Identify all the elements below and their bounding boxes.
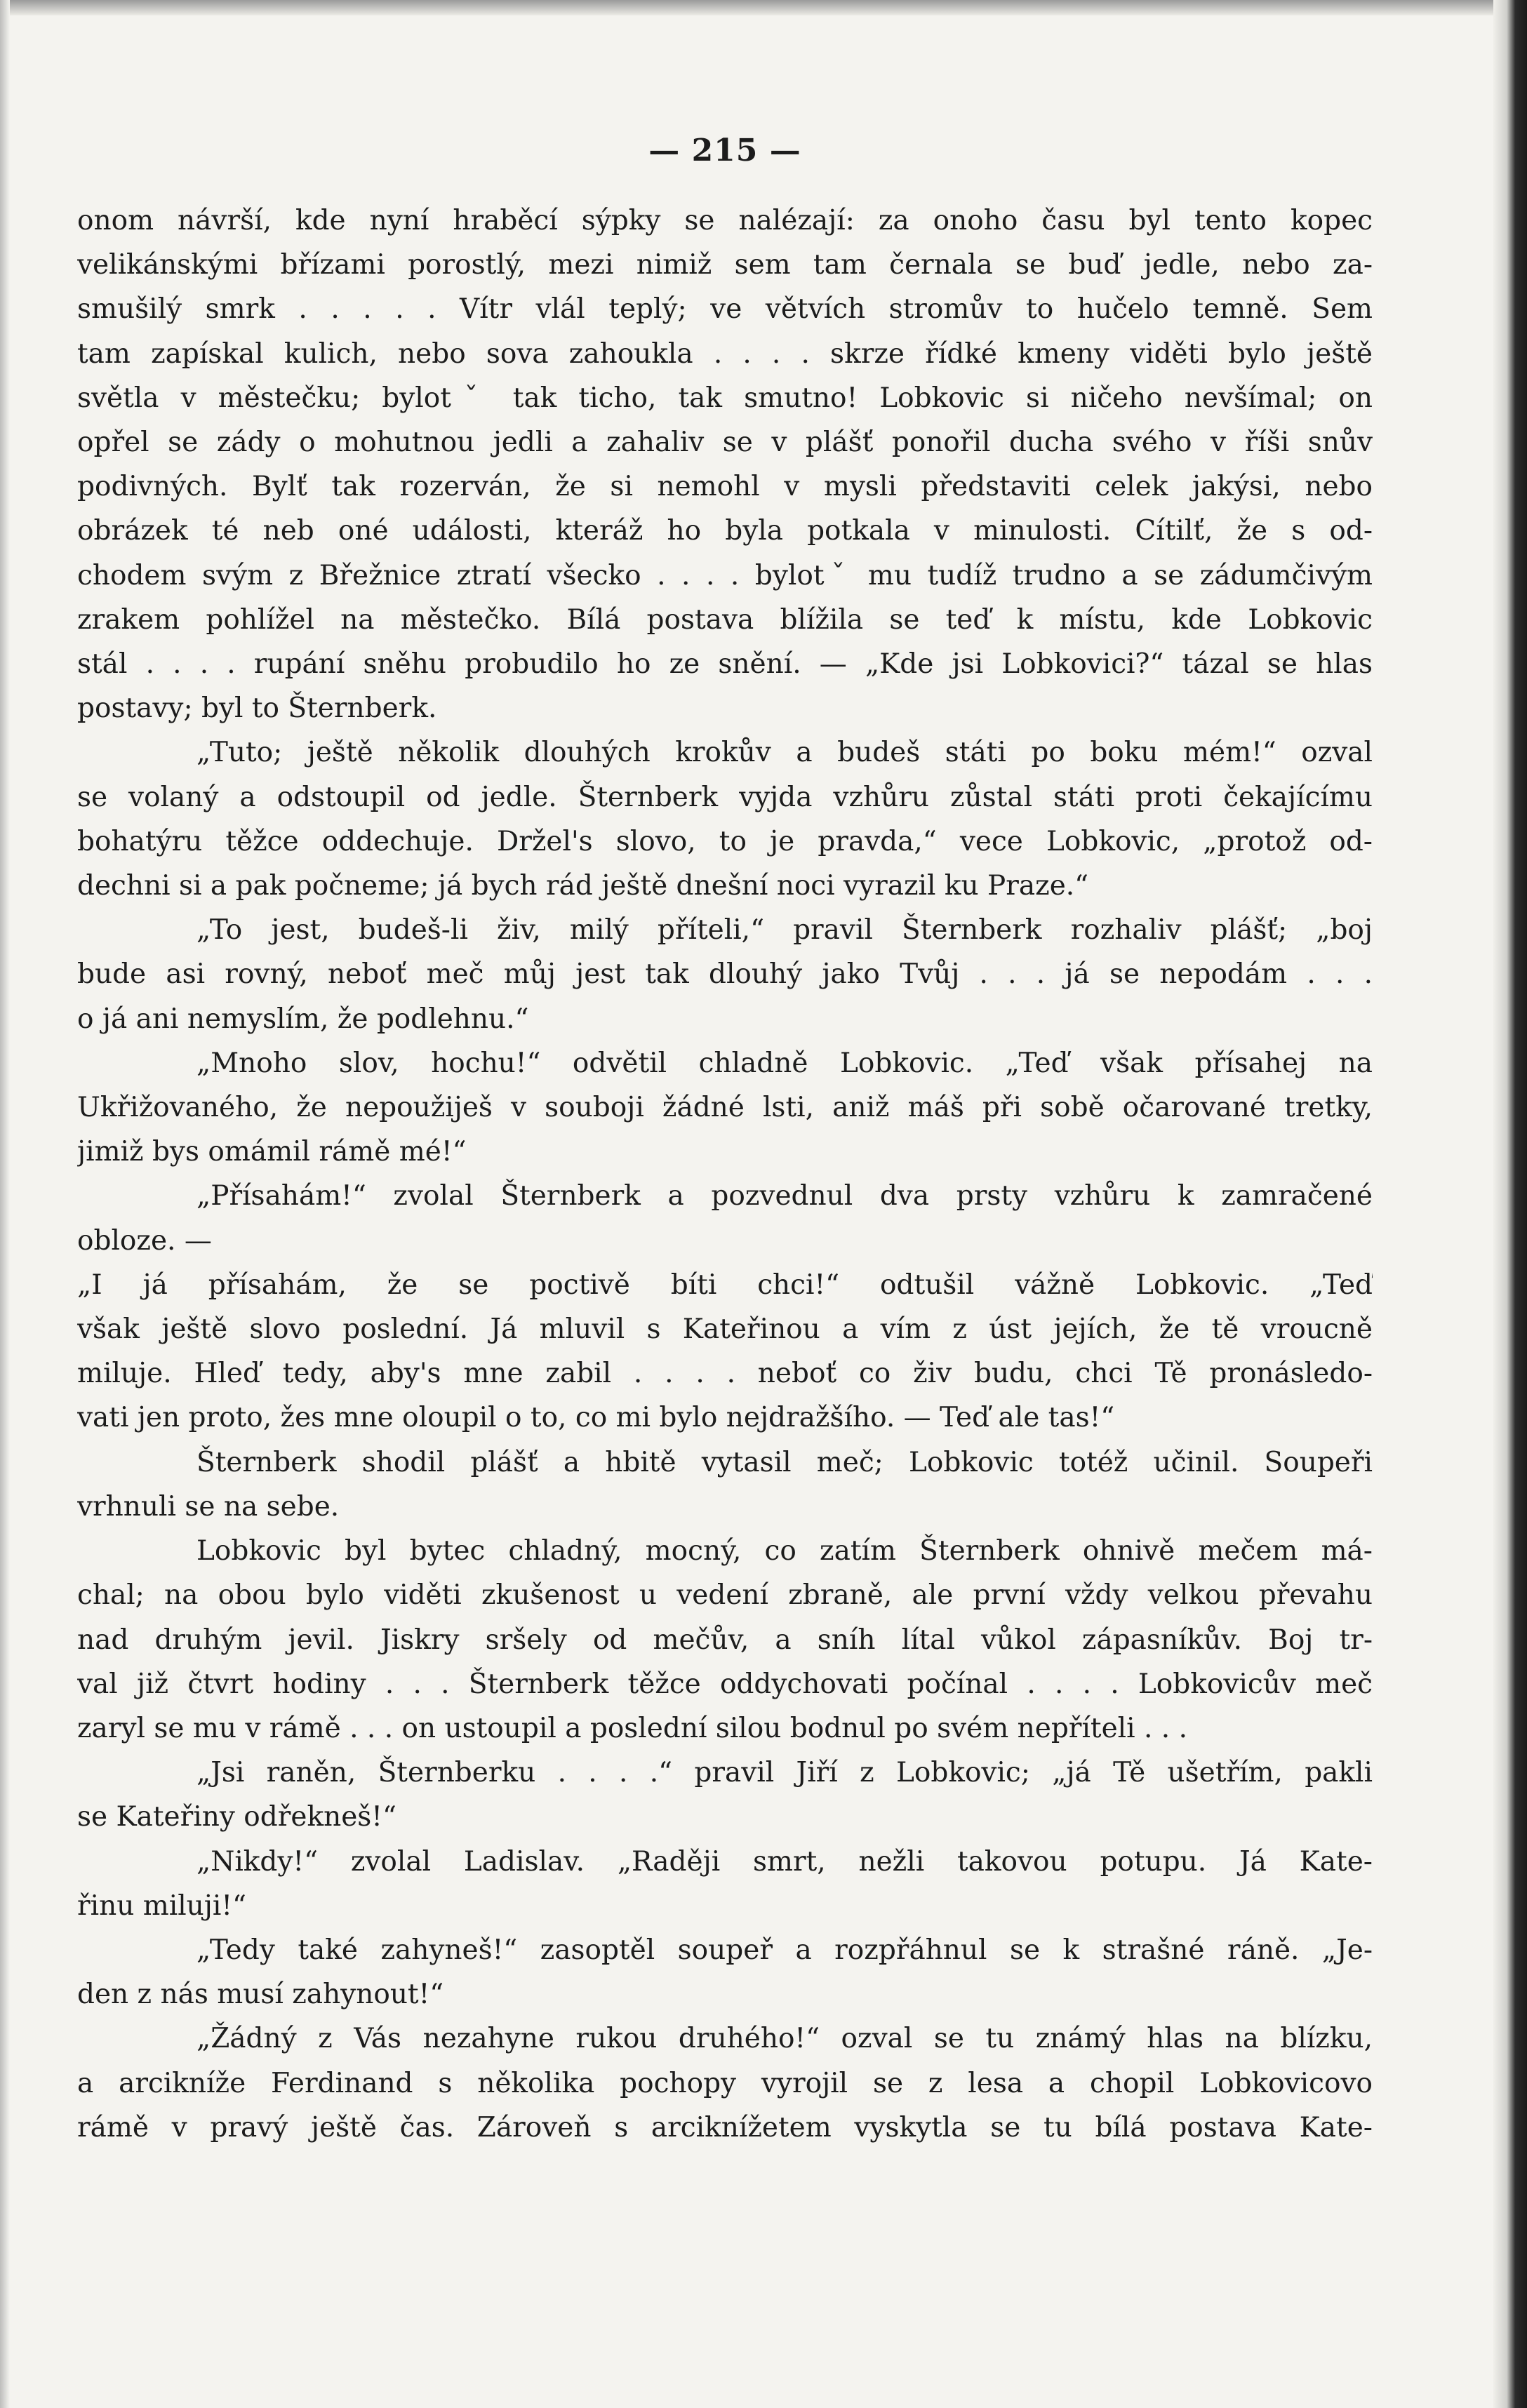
paragraph bbox=[77, 1928, 1373, 2016]
text-line: den z nás musí zahynout!“ bbox=[77, 1979, 444, 2011]
text-line: postavy; byl to Šternberk. bbox=[77, 693, 437, 725]
text-body bbox=[77, 199, 1373, 2150]
scan-border-top bbox=[0, 0, 1527, 15]
text-line: chal; na obou bylo viděti zkušenost u vedení zbraně, ale první vždy velkou převahu bbox=[77, 1579, 1373, 1612]
text-line: bohatýru těžce oddechuje. Držel's slovo, to je pravda,“ vece Lobkovic, „protož od- bbox=[77, 825, 1373, 857]
text-line: obloze. — bbox=[77, 1224, 212, 1257]
text-line: „Tuto; ještě několik dlouhých krokův a budeš státi po boku mém!“ ozval bbox=[196, 737, 1373, 769]
text-line: „Jsi raněn, Šternberku . . . .“ pravil Jiří z Lobkovic; „já Tě ušetřím, pakli bbox=[196, 1757, 1373, 1789]
text-line: opřel se zády o mohutnou jedli a zahaliv se v plášť ponořil ducha svého v říši snův bbox=[77, 427, 1373, 459]
paragraph bbox=[77, 1529, 1373, 1751]
text-line: jimiž bys omámil rámě mé!“ bbox=[77, 1136, 467, 1168]
text-line: rámě v pravý ještě čas. Zároveň s arciknížetem vyskytla se tu bílá postava Kate- bbox=[77, 2111, 1373, 2143]
text-line: Ukřižovaného, že nepoužiješ v souboji žádné lsti, aniž máš při sobě očarované tretky, bbox=[77, 1092, 1373, 1124]
paragraph bbox=[77, 1440, 1373, 1529]
text-line: vati jen proto, žes mne oloupil o to, co mi bylo nejdražšího. — Teď ale tas!“ bbox=[77, 1402, 1115, 1434]
text-line: zaryl se mu v rámě . . . on ustoupil a poslední silou bodnul po svém nepříteli . . . bbox=[77, 1712, 1187, 1744]
text-line: „Nikdy!“ zvolal Ladislav. „Raději smrt, nežli takovou potupu. Já Kate- bbox=[196, 1845, 1373, 1878]
text-line: „I já přísahám, že se poctivě bíti chci!“ odtušil vážně Lobkovic. „Teď bbox=[77, 1269, 1373, 1301]
text-line: „Tedy také zahyneš!“ zasoptěl soupeř a rozpřáhnul se k strašné ráně. „Je- bbox=[196, 1934, 1373, 1966]
text-line: stál . . . . rupání sněhu probudilo ho ze snění. — „Kde jsi Lobkovici?“ tázal se hlas bbox=[77, 648, 1373, 681]
text-line: „Žádný z Vás nezahyne rukou druhého!“ ozval se tu známý hlas na blízku, bbox=[196, 2023, 1373, 2055]
paragraph bbox=[77, 1174, 1373, 1262]
text-line: smušilý smrk . . . . . Vítr vlál teplý; ve větvích stromův to hučelo temně. Sem bbox=[77, 293, 1373, 326]
text-line: však ještě slovo poslední. Já mluvil s Kateřinou a vím z úst jejích, že tě vroucně bbox=[77, 1313, 1373, 1346]
paragraph bbox=[77, 730, 1373, 908]
text-line: bude asi rovný, neboť meč můj jest tak dlouhý jako Tvůj . . . já se nepodám . . . bbox=[77, 958, 1373, 991]
text-line: Šternberk shodil plášť a hbitě vytasil meč; Lobkovic totéž učinil. Soupeři bbox=[196, 1446, 1373, 1478]
text-line: obrázek té neb oné události, kteráž ho byla potkala v minulosti. Cítilť, že s od- bbox=[77, 515, 1373, 547]
paragraph bbox=[77, 2016, 1373, 2150]
text-line: se Kateřiny odřekneš!“ bbox=[77, 1801, 396, 1833]
scan-border-left bbox=[0, 0, 10, 2408]
text-line: val již čtvrt hodiny . . . Šternberk těžce oddychovati počínal . . . . Lobkovicův meč bbox=[77, 1668, 1373, 1700]
paragraph bbox=[77, 1840, 1373, 1928]
text-line: Lobkovic byl bytec chladný, mocný, co zatím Šternberk ohnivě mečem má- bbox=[196, 1535, 1373, 1567]
paragraph bbox=[77, 1263, 1373, 1440]
text-line: podivných. Bylť tak rozerván, že si nemohl v mysli představiti celek jakýsi, nebo bbox=[77, 471, 1373, 503]
text-line: „Mnoho slov, hochu!“ odvětil chladně Lobkovic. „Teď však přísahej na bbox=[196, 1047, 1373, 1079]
text-line: miluje. Hleď tedy, aby's mne zabil . . . . neboť co živ budu, chci Tě pronásledo- bbox=[77, 1358, 1373, 1390]
page-body bbox=[77, 130, 1373, 2150]
text-line: nad druhým jevil. Jiskry sršely od mečův, a sníh lítal vůkol zápasníkův. Boj tr- bbox=[77, 1624, 1373, 1656]
text-line: tam zapískal kulich, nebo sova zahoukla . . . . skrze řídké kmeny viděti bylo ještě bbox=[77, 337, 1373, 370]
text-line: dechni si a pak počneme; já bych rád ještě dnešní noci vyrazil ku Praze.“ bbox=[77, 870, 1089, 902]
text-line: zrakem pohlížel na městečko. Bílá postava blížila se teď k místu, kde Lobkovic bbox=[77, 603, 1373, 636]
text-line: chodem svým z Břežnice ztratí všecko . . . . bylotˇ mu tudíž trudno a se zádumčivým bbox=[77, 559, 1373, 591]
text-line: o já ani nemyslím, že podlehnu.“ bbox=[77, 1003, 529, 1035]
text-line: vrhnuli se na sebe. bbox=[77, 1490, 340, 1523]
scan-border-right bbox=[1493, 0, 1527, 2408]
text-line: světla v městečku; bylotˇ tak ticho, tak smutno! Lobkovic si ničeho nevšímal; on bbox=[77, 382, 1373, 414]
paragraph bbox=[77, 1751, 1373, 1839]
text-line: a arcikníže Ferdinand s několika pochopy vyrojil se z lesa a chopil Lobkovicovo bbox=[77, 2067, 1373, 2099]
text-line: velikánskými břízami porostlý, mezi nimiž sem tam černala se buď jedle, nebo za- bbox=[77, 249, 1373, 281]
text-line: „To jest, budeš-li živ, milý příteli,“ pravil Šternberk rozhaliv plášť; „boj bbox=[196, 914, 1373, 947]
text-line: onom návrší, kde nyní hraběcí sýpky se nalézají: za onoho času byl tento kopec bbox=[77, 205, 1373, 236]
page-number: — 215 — bbox=[648, 133, 801, 168]
paragraph bbox=[77, 908, 1373, 1041]
paragraph bbox=[77, 1041, 1373, 1175]
text-line: řinu miluji!“ bbox=[77, 1889, 246, 1922]
paragraph bbox=[77, 199, 1373, 730]
text-line: se volaný a odstoupil od jedle. Šternberk vyjda vzhůru zůstal státi proti čekajícímu bbox=[77, 781, 1373, 813]
text-line: „Přísahám!“ zvolal Šternberk a pozvednul dva prsty vzhůru k zamračené bbox=[196, 1180, 1373, 1212]
